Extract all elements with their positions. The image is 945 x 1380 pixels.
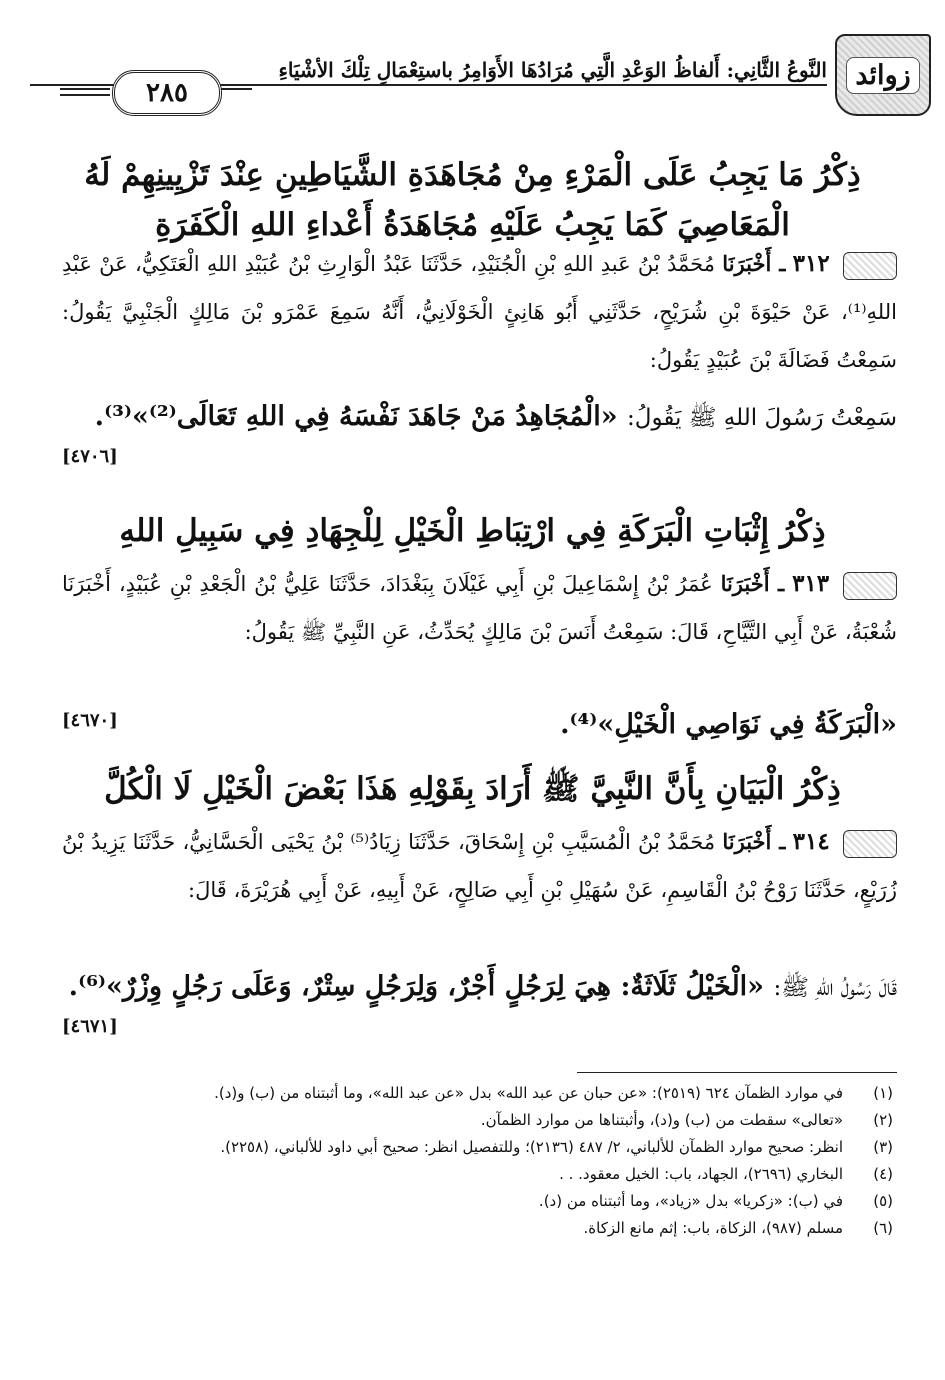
footnote-number: (١): [873, 1084, 893, 1102]
footnote: [50, 1215, 893, 1242]
hadith-matn: [62, 392, 897, 443]
chapter-badge-label: زوائد: [846, 57, 919, 94]
footnote-number: (٣): [873, 1138, 893, 1156]
matn-text: «الْمُجَاهِدُ مَنْ جَاهَدَ نَفْسَهُ فِي اللهِ تَعَالَى⁽²⁾»⁽³⁾.: [94, 401, 618, 432]
zawaid-marker-icon: [843, 572, 897, 600]
footnote: [50, 1188, 893, 1215]
footnote-number: (٤): [873, 1165, 893, 1183]
footnote-number: (٦): [873, 1219, 893, 1237]
running-head: النَّوعُ الثَّانِي: أَلفاظُ الوَعْدِ الَّتِي مُرَادُهَا الأَوَامِرُ باستِعْمَالِ تِلْكَ الأشْيَاءِ: [278, 58, 827, 82]
footnote-text: البخاري (٢٦٩٦)، الجهاد، باب: الخيل معقود. . .: [559, 1165, 843, 1183]
hadith-number: ٣١٣: [792, 570, 830, 597]
footnote-text: مسلم (٩٨٧)، الزكاة، باب: إثم مانع الزكاة.: [583, 1219, 843, 1237]
cross-reference: [٤٦٧٠]: [62, 710, 118, 731]
isnad-text: عُمَرُ بْنُ إِسْمَاعِيلَ بْنِ أَبِي غَيْلَانَ بِبَغْدَادَ، حَدَّثَنَا عَلِيُّ بْنُ الْجَعْدِ بْنِ عُبَيْدٍ، أَخْبَرَنَا شُعْبَةُ، عَنْ أَبِي التَّيَّاحِ، قَالَ: سَمِعْتُ أَنَسَ بْنَ مَالِكٍ يُحَدِّثُ، عَنِ النَّبِيِّ ﷺ يَقُولُ:: [62, 572, 897, 644]
footnote-number: (٥): [873, 1192, 893, 1210]
heading-line: ذِكْرُ إِثْبَاتِ الْبَرَكَةِ فِي ارْتِبَاطِ الْخَيْلِ لِلْجِهَادِ فِي سَبِيلِ اللهِ: [119, 513, 826, 549]
heading-line: ذِكْرُ مَا يَجِبُ عَلَى الْمَرْءِ مِنْ مُجَاهَدَةِ الشَّيَاطِينِ عِنْدَ تَزْيِينِهِمْ لَهُ: [84, 157, 861, 193]
hadith-isnad: [62, 240, 897, 384]
matn-text: «الْخَيْلُ ثَلَاثَةٌ: هِيَ لِرَجُلٍ أَجْرٌ، وَلِرَجُلٍ سِتْرٌ، وَعَلَى رَجُلٍ وِزْرٌ»⁽⁶⁾.: [68, 971, 765, 1002]
footnote: [50, 1080, 893, 1107]
akhbarana-label: ـ أَخْبَرَنَا: [722, 251, 786, 276]
zawaid-marker-icon: [843, 830, 897, 858]
page-number-ornament: [60, 88, 110, 90]
hadith-number: ٣١٤: [792, 828, 830, 855]
footnote-rule: [577, 1072, 897, 1073]
footnotes: [50, 1080, 893, 1242]
hadith-matn: [62, 962, 897, 1013]
footnote-number: (٢): [873, 1111, 893, 1129]
page-number-ornament: [60, 94, 110, 96]
hadith-matn: [62, 700, 897, 750]
matn-intro: سَمِعْتُ رَسُولَ اللهِ ﷺ يَقُولُ:: [627, 405, 897, 431]
zawaid-marker-icon: [843, 252, 897, 280]
chapter-badge: [835, 34, 931, 116]
footnote: [50, 1161, 893, 1188]
isnad-text: مُحَمَّدُ بْنُ عَبدِ اللهِ بْنِ الْجُنَيْدِ، حَدَّثَنَا عَبْدُ الْوَارِثِ بْنُ عُبَيْدِ اللهِ الْعَتَكِيُّ، عَنْ عَبْدِ اللهِ⁽¹⁾، عَنْ حَيْوَةَ بْنِ شُرَيْحٍ، حَدَّثَنِي أَبُو هَانِئٍ الْخَوْلَانِيُّ، أَنَّهُ سَمِعَ عَمْرَو بْنَ مَالِكٍ الْجَنْبِيَّ يَقُولُ: سَمِعْتُ فَضَالَةَ بْنَ عُبَيْدٍ يَقُولُ:: [62, 252, 897, 372]
footnote-text: في موارد الظمآن ٦٢٤ (٢٥١٩): «عن حبان عن عبد الله» بدل «عن عبد الله»، وما أثبتناه من (ب) و(د).: [214, 1084, 843, 1102]
page-number-ornament: [220, 88, 252, 90]
isnad-text: مُحَمَّدُ بْنُ الْمُسَيَّبِ بْنِ إِسْحَاقَ، حَدَّثَنَا زِيَادُ⁽⁵⁾ بْنُ يَحْيَى الْحَسَّانِيُّ، حَدَّثَنَا يَزِيدُ بْنُ زُرَيْعٍ، حَدَّثَنَا رَوْحُ بْنُ الْقَاسِمِ، عَنْ سُهَيْلِ بْنِ أَبِي صَالِحٍ، عَنْ أَبِيهِ، عَنْ أَبِي هُرَيْرَةَ، قَالَ:: [62, 830, 897, 902]
akhbarana-label: ـ أَخْبَرَنَا: [722, 829, 786, 854]
akhbarana-label: ـ أَخْبَرَنَا: [720, 571, 785, 596]
cross-reference: [٤٦٧١]: [62, 1016, 118, 1037]
matn-intro: قَالَ رَسُولُ اللهِ ﷺ:: [773, 975, 897, 1001]
page-number: ٢٨٥: [112, 70, 222, 116]
footnote-text: في (ب): «زكريا» بدل «زياد»، وما أثبتناه من (د).: [538, 1192, 843, 1210]
footnote-text: «تعالى» سقطت من (ب) و(د)، وأثبتناها من موارد الظمآن.: [480, 1111, 843, 1129]
hadith-isnad: [62, 818, 897, 914]
section-heading: [40, 150, 905, 250]
footnote-text: انظر: صحيح موارد الظمآن للألباني، ٢/ ٤٨٧ (٢١٣٦)؛ وللتفصيل انظر: صحيح أبي داود للألباني، (٢٢٥٨).: [220, 1138, 843, 1156]
footnote: [50, 1134, 893, 1161]
heading-line: الْمَعَاصِيَ كَمَا يَجِبُ عَلَيْهِ مُجَاهَدَةُ أَعْداءِ اللهِ الْكَفَرَةِ: [155, 207, 790, 243]
section-heading: [40, 506, 905, 556]
hadith-number: ٣١٢: [792, 250, 830, 277]
heading-line: ذِكْرُ الْبَيَانِ بِأَنَّ النَّبِيَّ ﷺ أَرَادَ بِقَوْلِهِ هَذَا بَعْضَ الْخَيْلِ لَا الْكُلَّ: [104, 771, 841, 807]
section-heading: [40, 764, 905, 814]
footnote: [50, 1107, 893, 1134]
hadith-isnad: [62, 560, 897, 656]
cross-reference: [٤٧٠٦]: [62, 446, 118, 467]
matn-text: «الْبَرَكَةُ فِي نَوَاصِي الْخَيْلِ»⁽⁴⁾.: [560, 709, 897, 740]
